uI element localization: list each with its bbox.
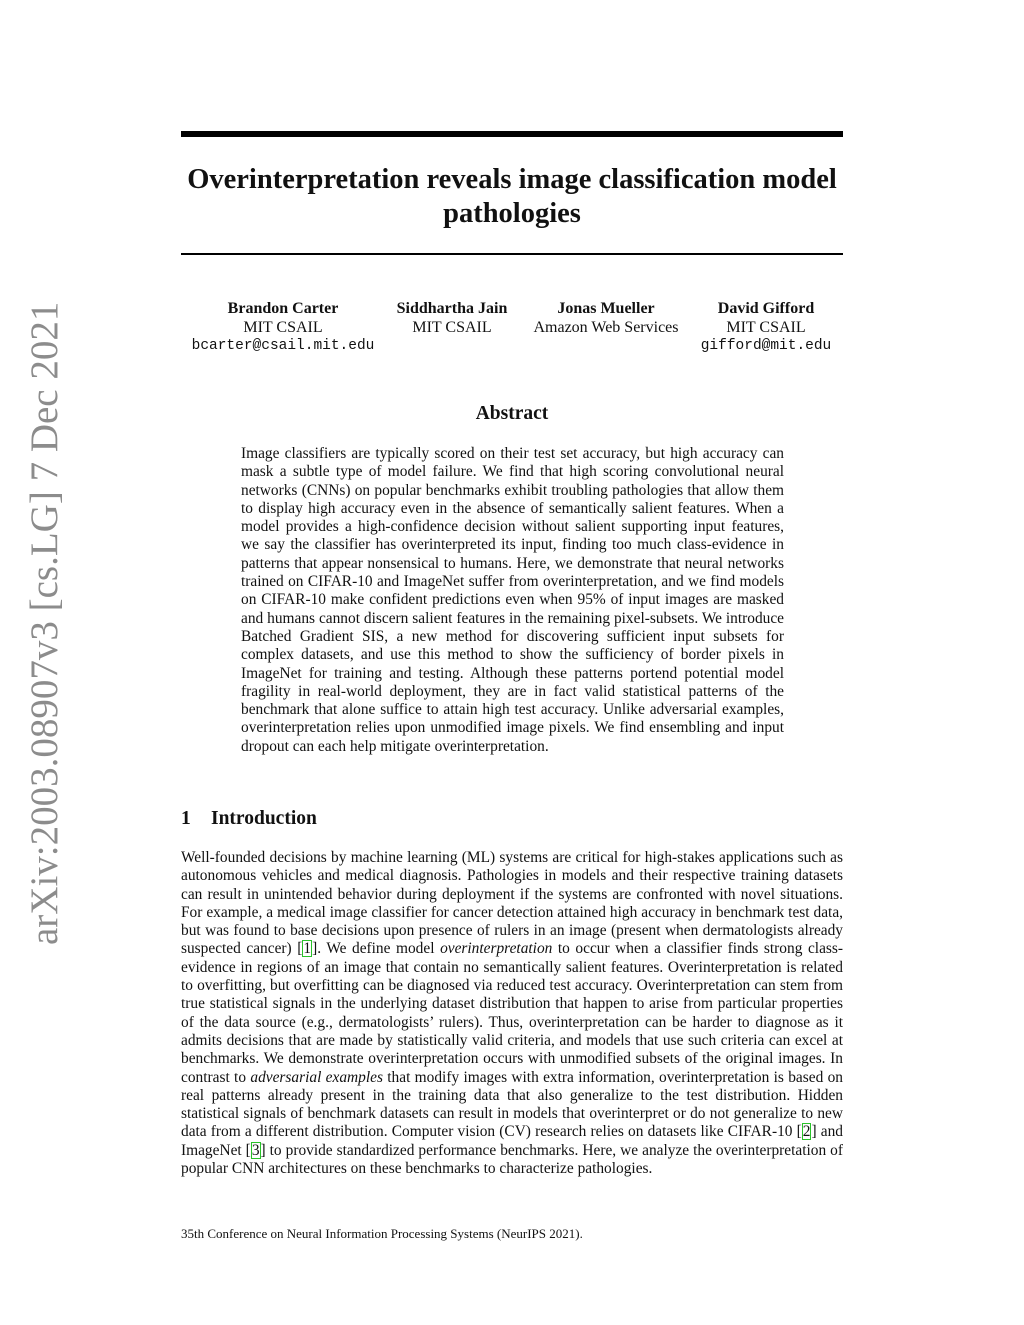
paper-title: Overinterpretation reveals image classification model pathologies bbox=[187, 164, 837, 229]
citation-link[interactable]: 3 bbox=[251, 1141, 260, 1159]
conference-footnote: 35th Conference on Neural Information Processing Systems (NeurIPS 2021). bbox=[181, 1226, 583, 1241]
section-number: 1 bbox=[181, 808, 191, 829]
author-affiliation: MIT CSAIL bbox=[726, 319, 806, 336]
intro-emphasis: overinterpretation bbox=[440, 940, 553, 958]
author-affiliation: MIT CSAIL bbox=[243, 319, 323, 336]
abstract-text: Image classifiers are typically scored on their test set accuracy, but high accuracy can mask a subtle type of model failure. We find that high scoring convolutional neural networks (CNNs) on popular benchmarks exhibit troubling pathologies that allow them to display high accuracy even in the absence of semantically salient features. When a model provides a high-confidence decision without salient supporting input features, we say the classifier has overinterpreted its input, finding too much class-evidence in patterns that appear nonsensical to humans. Here, we demonstrate that neural networks trained on CIFAR-10 and ImageNet suffer from overinterpretation, and we find models on CIFAR-10 make confident predictions even when 95% of input images are masked and humans cannot discern salient features in the remaining pixel-subsets. We introduce Batched Gradient SIS, a new method for discovering sufficient input subsets for complex datasets, and use this method to show the sufficiency of border pixels in ImageNet for training and testing. Although these patterns portend potential model fragility in real-world deployment, they are in fact valid statistical patterns of the benchmark that alone suffice to attain high test accuracy. Unlike adversarial examples, overinterpretation relies upon unmodified image pixels. We find ensembling and input dropout can each help mitigate overinterpretation. bbox=[241, 445, 784, 755]
section-heading-introduction bbox=[181, 807, 317, 831]
author-2 bbox=[387, 299, 517, 337]
author-name: Brandon Carter bbox=[227, 300, 339, 317]
author-1 bbox=[190, 299, 376, 356]
author-3 bbox=[528, 299, 684, 337]
introduction-paragraph bbox=[181, 849, 843, 1178]
abstract-heading: Abstract bbox=[475, 403, 549, 424]
author-email: gifford@mit.edu bbox=[700, 338, 832, 354]
citation-link[interactable]: 1 bbox=[303, 940, 312, 958]
intro-text: ]. We define model bbox=[312, 940, 441, 958]
intro-text: that modify images with extra information, overinterpretation is based on real patterns already present in the training data that also generalize to the test distribution. Hidden statistical signals of benchmark datasets can result in models that overinterpret or do not generalize to new data from a different distribution. Computer vision (CV) research relies on datasets like CIFAR-10 [ bbox=[181, 1068, 843, 1141]
intro-text: to occur when a classifier finds strong class-evidence in regions of an image that contain no semantically salient features. Overinterpretation is related to overfitting, but overfitting can be diagnosed via reduced test accuracy. Overinterpretation can stem from true statistical signals in the underlying dataset distribution that happen to arise from particular properties of the data source (e.g., dermatologists’ rulers). Thus, overinterpretation can be harder to diagnose as it admits decisions that are made by statistically valid criteria, and models that use such criteria can excel at benchmarks. We demonstrate overinterpretation occurs with unmodified subsets of the original images. In contrast to bbox=[181, 940, 843, 1086]
citation-link[interactable]: 2 bbox=[802, 1123, 811, 1141]
arxiv-stamp: arXiv:2003.08907v3 [cs.LG] 7 Dec 2021 bbox=[23, 301, 66, 945]
title-rule-bottom bbox=[181, 253, 843, 255]
author-email: bcarter@csail.mit.edu bbox=[191, 338, 375, 354]
intro-text: Well-founded decisions by machine learning (ML) systems are critical for high-stakes applications such as autonomous vehicles and medical diagnosis. Pathologies in models and their respective training datasets can result in unintended behavior during deployment if the systems are confronted with novel situations. For example, a medical image classifier for cancer detection attained high accuracy in benchmark test data, but was found to base decisions upon presence of rulers in an image (present when dermatologists already suspected cancer) [ bbox=[181, 849, 843, 958]
author-4 bbox=[696, 299, 836, 356]
author-affiliation: Amazon Web Services bbox=[533, 319, 679, 336]
author-block bbox=[181, 299, 843, 359]
author-affiliation: MIT CSAIL bbox=[412, 319, 492, 336]
intro-emphasis: adversarial examples bbox=[250, 1068, 383, 1086]
author-name: Jonas Mueller bbox=[557, 300, 655, 317]
section-title: Introduction bbox=[211, 808, 317, 829]
intro-text: ] to provide standardized performance benchmarks. Here, we analyze the overinterpretation of popular CNN architectures on these benchmarks to characterize pathologies. bbox=[181, 1141, 843, 1178]
title-rule-top bbox=[181, 131, 843, 137]
author-name: Siddhartha Jain bbox=[396, 300, 508, 317]
intro-text: ] and ImageNet [ bbox=[181, 1123, 843, 1159]
author-name: David Gifford bbox=[717, 300, 815, 317]
